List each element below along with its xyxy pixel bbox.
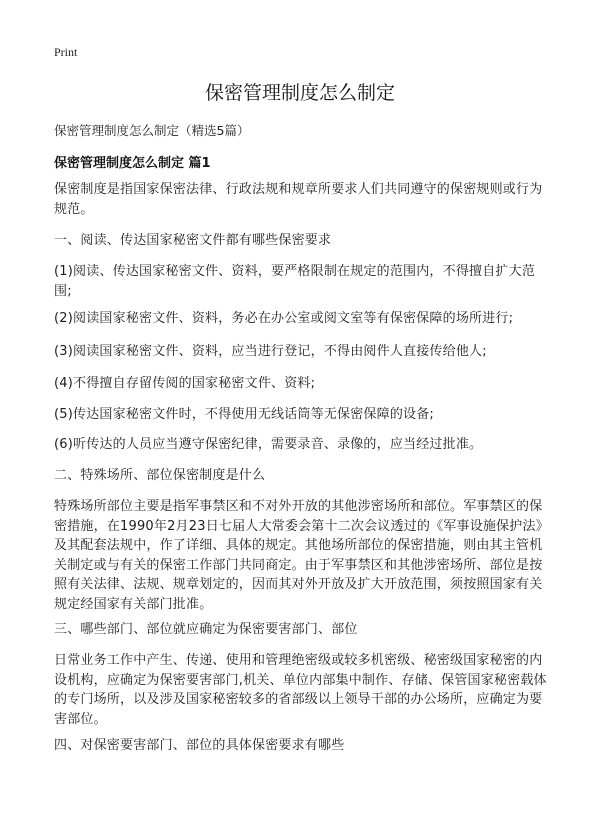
section-title: 保密管理制度怎么制定 篇1 xyxy=(54,156,211,171)
print-label[interactable]: Print xyxy=(54,45,78,59)
heading-two: 二、特殊场所、部位保密制度是什么 xyxy=(54,468,266,483)
page-title: 保密管理制度怎么制定 xyxy=(204,82,395,104)
paragraph-intro: 保密制度是指国家保密法律、行政法规和规章所要求人们共同遵守的保密规则或行为规范。 xyxy=(54,182,543,217)
list-item: (1)阅读、传达国家秘密文件、资料，要严格限制在规定的范围内，不得擅自扩大范围; xyxy=(54,264,536,299)
heading-one: 一、阅读、传达国家秘密文件都有哪些保密要求 xyxy=(54,233,332,248)
subtitle: 保密管理制度怎么制定（精选5篇） xyxy=(54,123,250,138)
list-item: (5)传达国家秘密文件时，不得使用无线话筒等无保密保障的设备; xyxy=(54,407,434,422)
paragraph-special-sites: 特殊场所部位主要是指军事禁区和不对外开放的其他涉密场所和部位。军事禁区的保密措施，在1990年2月23日七届人大常委会第十二次会议透过的《军事设施保护法》及其配套法规中，作了详细、具体的规定。其他场所部位的保密措施，则由其主管机关制定或与有关的保密工作部门共同商定。由于军事禁区和其他涉密场所、部位是按照有关法律、法规、规章划定的，因而其对外开放及扩大开放范围，须按照国家有关规定经国家有关部门批准。 xyxy=(54,499,543,612)
heading-four: 四、对保密要害部门、部位的具体保密要求有哪些 xyxy=(54,738,345,753)
list-item: (3)阅读国家秘密文件、资料，应当进行登记，不得由阅件人直接传给他人; xyxy=(54,344,487,359)
list-item: (6)听传达的人员应当遵守保密纪律，需要录音、录像的，应当经过批准。 xyxy=(54,437,483,452)
paragraph-key-departments: 日常业务工作中产生、传递、使用和管理绝密级或较多机密级、秘密级国家秘密的内设机构，应确定为保密要害部门,机关、单位内部集中制作、存储、保管国家秘密载体的专门场所，以及涉及国家秘密较多的省部级以上领导干部的办公场所，应确定为要害部位。 xyxy=(54,653,547,727)
list-item: (4)不得擅自存留传阅的国家秘密文件、资料; xyxy=(54,376,316,391)
heading-three: 三、哪些部门、部位就应确定为保密要害部门、部位 xyxy=(54,622,358,637)
list-item: (2)阅读国家秘密文件、资料，务必在办公室或阅文室等有保密保障的场所进行; xyxy=(54,311,514,326)
